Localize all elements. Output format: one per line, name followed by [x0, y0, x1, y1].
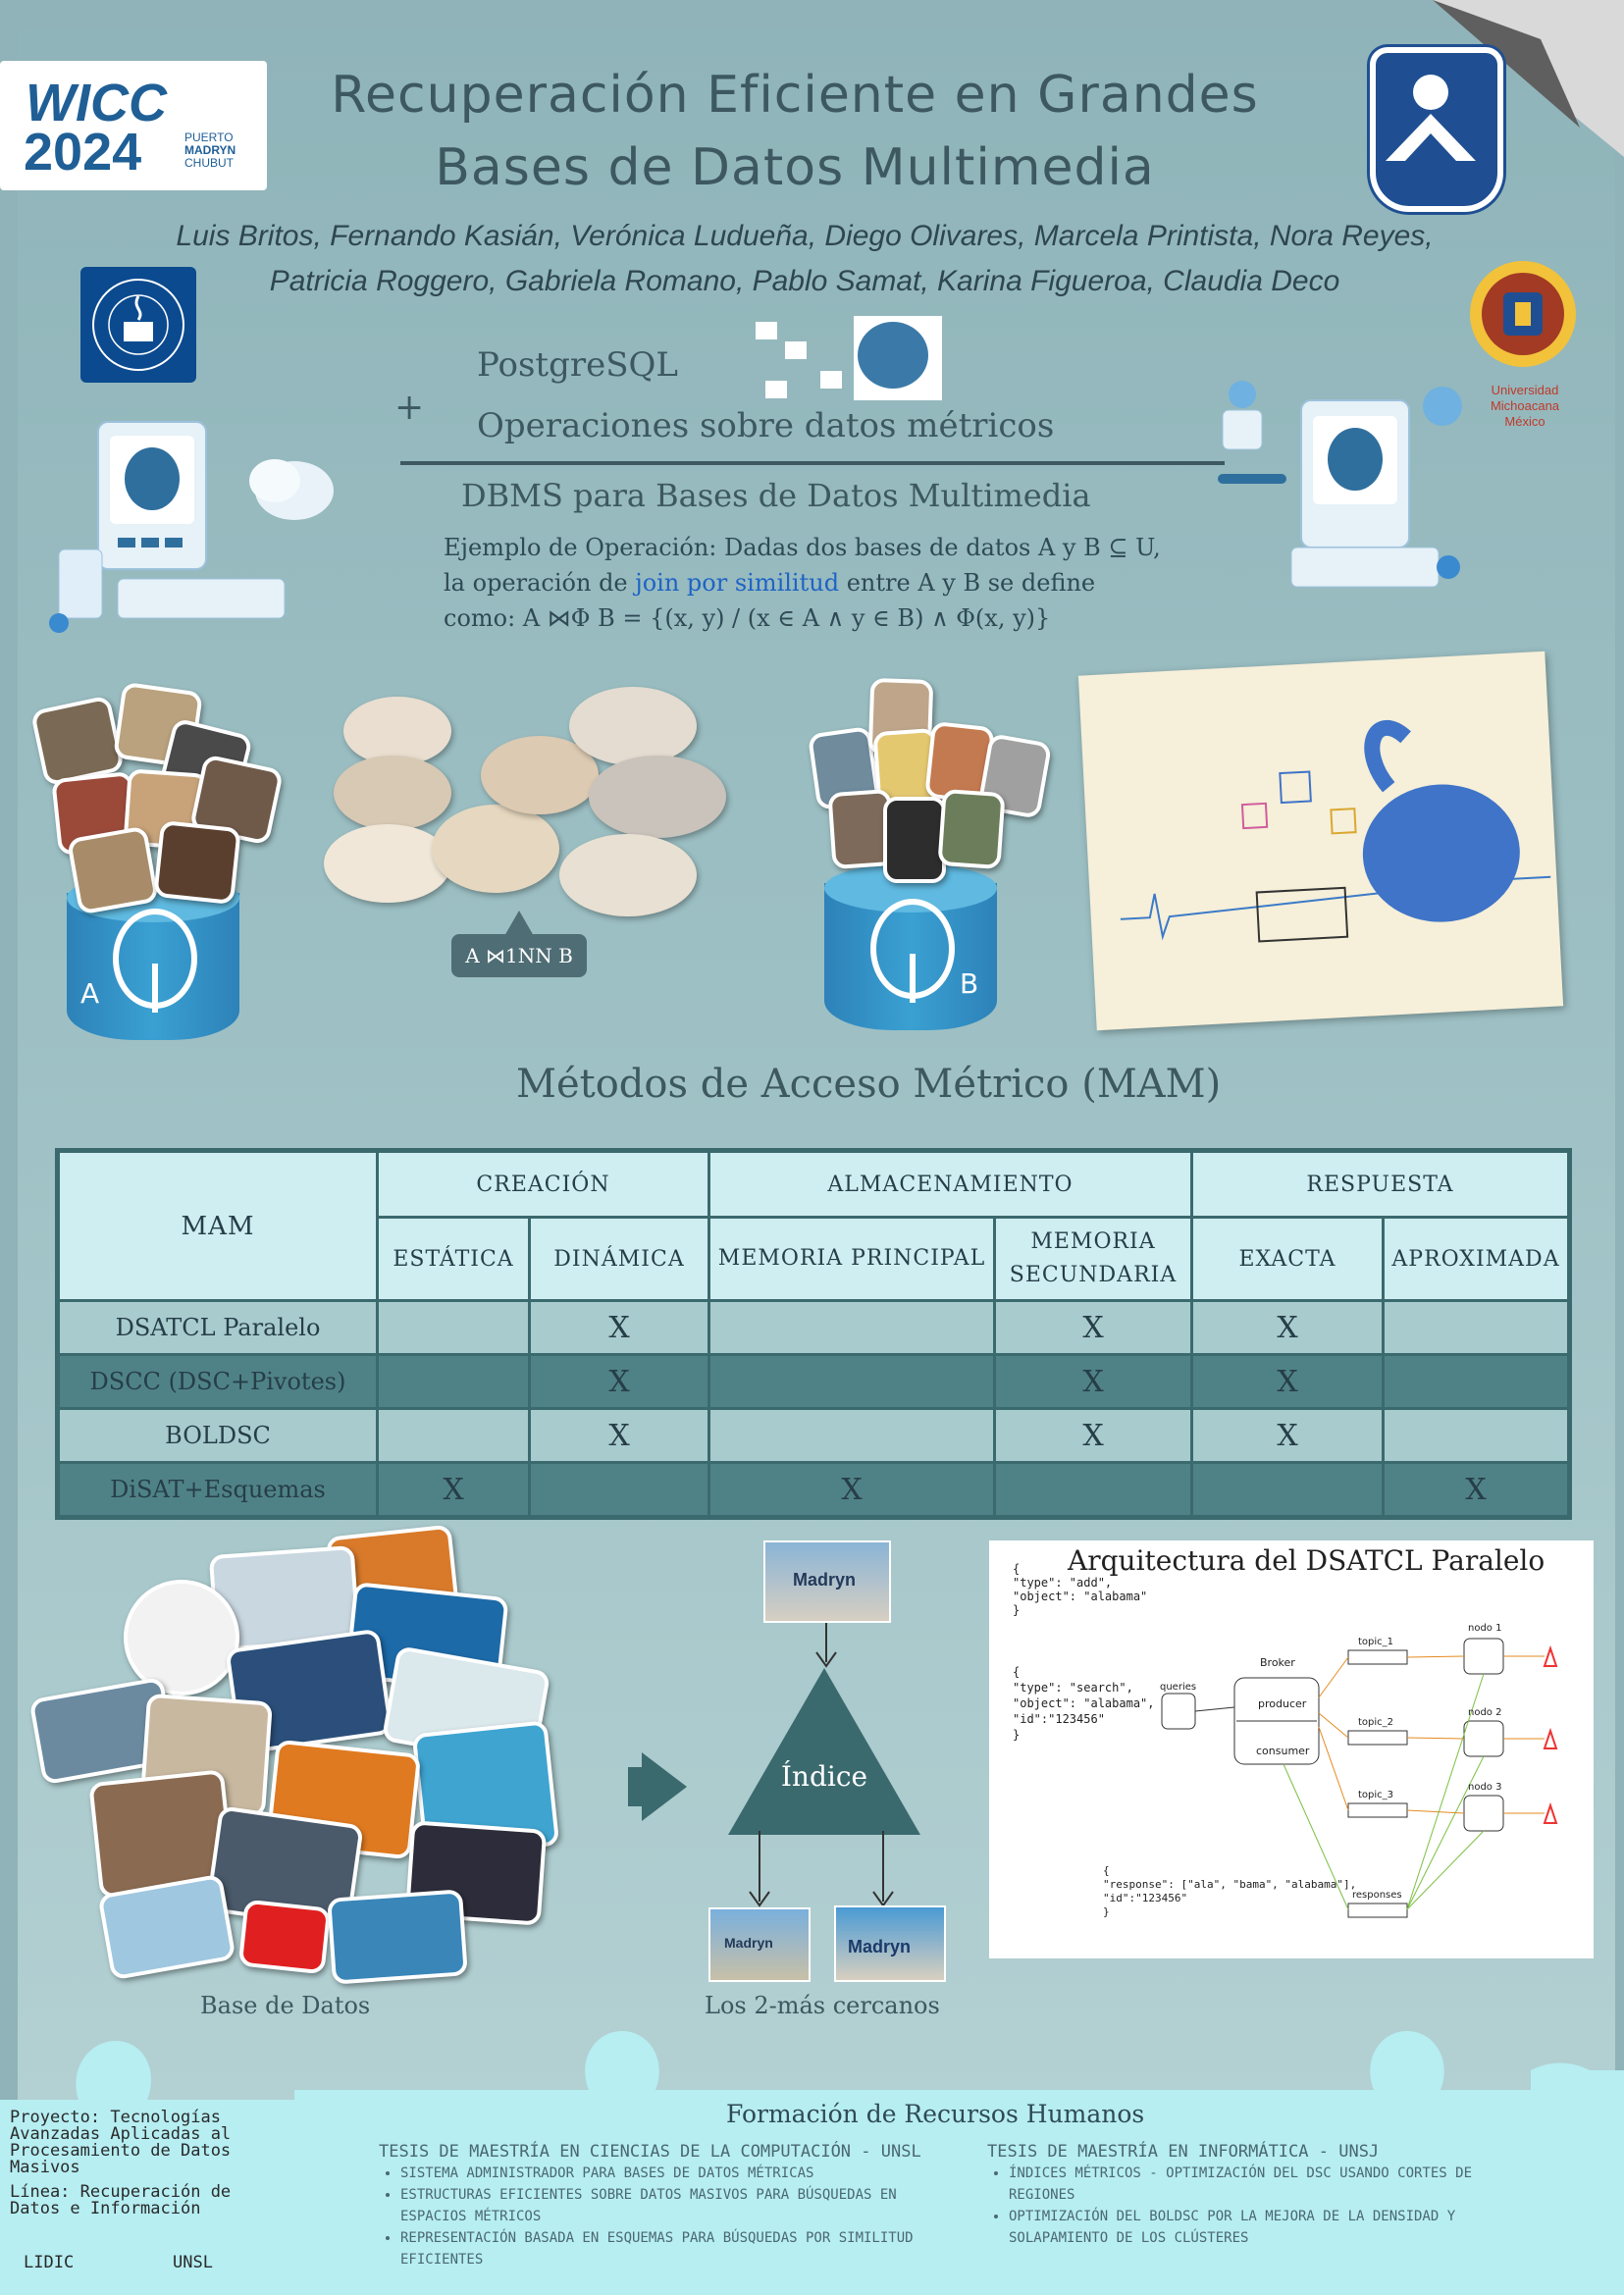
rrhh-title: Formación de Recursos Humanos: [726, 2100, 1145, 2128]
json-line: {: [1013, 1665, 1021, 1679]
table-cell: X: [995, 1409, 1192, 1463]
table-cell: X: [1192, 1409, 1384, 1463]
wicc-logo-name: WICC: [26, 74, 167, 132]
database-computer-illustration: [39, 402, 334, 648]
umich-seal: [1466, 257, 1580, 375]
sum-rule: [400, 461, 1225, 465]
json-line: {: [1103, 1864, 1110, 1877]
table-cell: X: [1384, 1463, 1570, 1518]
title-line-1: Recuperación Eficiente en Grandes: [331, 66, 1259, 125]
unr-seal-graphic: [80, 267, 196, 383]
json-line: "object": "alabama": [1013, 1590, 1148, 1603]
list-item: • ESTRUCTURAS EFICIENTES SOBRE DATOS MASIVOS PARA BÚSQUEDAS EN ESPACIOS MÉTRICOS: [400, 2184, 968, 2227]
rrhh-left-heading: TESIS DE MAESTRÍA EN CIENCIAS DE LA COMPUTACIÓN - UNSL: [379, 2142, 921, 2162]
arrow-down-icon: [871, 1831, 895, 1909]
support-computer-illustration: [1203, 371, 1488, 616]
architecture-title: Arquitectura del DSATCL Paralelo: [1068, 1544, 1545, 1577]
rrhh-left-list: [379, 2163, 968, 2270]
example-line-2: [444, 565, 1209, 600]
json-line: }: [1103, 1905, 1110, 1918]
list-item: • OPTIMIZACIÓN DEL BOLDSC POR LA MEJORA DE LA DENSIDAD Y SOLAPAMIENTO DE LOS CLÚSTERES: [1009, 2206, 1517, 2249]
research-line: Línea: Recuperación de Datos e Información: [10, 2182, 232, 2218]
project-info: [10, 2110, 236, 2217]
photo-tile: [238, 1900, 332, 1975]
pair-bubble: [569, 687, 697, 765]
umich-name-2: Michoacana: [1490, 398, 1560, 413]
mam-header-name: MAM: [58, 1151, 378, 1301]
responses-label: responses: [1352, 1890, 1402, 1901]
json-line: }: [1013, 1603, 1021, 1617]
json-line: }: [1013, 1728, 1021, 1742]
list-item: • REPRESENTACIÓN BASADA EN ESQUEMAS PARA BÚSQUEDAS POR SIMILITUD EFICIENTES: [400, 2227, 968, 2270]
pair-bubble: [334, 756, 451, 830]
subcol-dinamica: DINÁMICA: [530, 1218, 709, 1301]
table-cell: [378, 1409, 530, 1463]
nearest-caption: Los 2-más cercanos: [705, 1992, 940, 2019]
plus-sign: +: [394, 388, 425, 428]
table-cell: [530, 1463, 709, 1518]
table-cell: [378, 1355, 530, 1409]
topic-label: topic_3: [1358, 1790, 1394, 1800]
operations-label: Operaciones sobre datos métricos: [477, 406, 1055, 445]
title-line-2: Bases de Datos Multimedia: [435, 138, 1155, 197]
authors-line-2: Patricia Roggero, Gabriela Romano, Pablo Samat, Karina Figueroa, Claudia Deco: [269, 265, 1340, 297]
table-cell: X: [1192, 1301, 1384, 1355]
broker-label: Broker: [1260, 1656, 1295, 1669]
index-label: Índice: [780, 1760, 868, 1793]
rrhh-right-list: [987, 2163, 1517, 2249]
wicc-logo: [0, 61, 267, 190]
node-label: nodo 1: [1468, 1623, 1502, 1634]
image-tile: [67, 825, 159, 914]
table-cell: X: [530, 1301, 709, 1355]
row-name: DSATCL Paralelo: [58, 1301, 378, 1355]
node-label: nodo 2: [1468, 1707, 1502, 1718]
json-line: "type": "search",: [1013, 1681, 1133, 1695]
photo-tile: [327, 1889, 468, 1984]
table-cell: [378, 1301, 530, 1355]
table-row: [58, 1409, 1570, 1463]
example-line-2-c: entre A y B se define: [839, 569, 1096, 597]
result-image-1-text: Madryn: [724, 1935, 773, 1951]
database-caption: Base de Datos: [200, 1992, 371, 2019]
label-a: A: [80, 977, 100, 1010]
rrhh-right: [987, 2141, 1517, 2249]
json-line: "object": "alabama",: [1013, 1696, 1155, 1710]
node-label: nodo 3: [1468, 1782, 1502, 1793]
table-row: [58, 1463, 1570, 1518]
image-tile: [937, 789, 1005, 869]
postgres-elephant-icon: [106, 905, 204, 1022]
join-result-cluster: [324, 687, 736, 922]
table-cell: X: [1192, 1355, 1384, 1409]
unr-seal: [80, 267, 196, 383]
example-line-2-a: la operación de: [444, 569, 636, 597]
arrow-down-icon: [814, 1623, 838, 1668]
pair-bubble: [432, 805, 559, 893]
umich-name-1: Universidad: [1491, 383, 1559, 397]
join-label-pointer: [504, 911, 534, 936]
table-row: [58, 1355, 1570, 1409]
json-line: "id":"123456": [1013, 1712, 1105, 1726]
table-cell: X: [530, 1355, 709, 1409]
table-cell: [1384, 1301, 1570, 1355]
example-text: [444, 530, 1209, 636]
mam-title: Métodos de Acceso Métrico (MAM): [516, 1062, 1222, 1107]
json-line: "id":"123456": [1103, 1892, 1188, 1904]
poster-title: [236, 59, 1354, 204]
row-name: DiSAT+Esquemas: [58, 1463, 378, 1518]
rrhh-left: [379, 2141, 968, 2270]
umich-name: [1472, 383, 1578, 430]
umich-name-3: México: [1504, 414, 1545, 429]
umich-seal-graphic: [1466, 257, 1580, 375]
pair-bubble: [559, 834, 697, 916]
pair-bubble: [589, 756, 726, 838]
table-cell: [709, 1409, 995, 1463]
row-name: BOLDSC: [58, 1409, 378, 1463]
subcol-aproximada: APROXIMADA: [1384, 1218, 1570, 1301]
example-line-1: Ejemplo de Operación: Dadas dos bases de datos A y B ⊆ U,: [444, 534, 1161, 561]
wicc-logo-year: 2024: [24, 123, 142, 182]
arrow-right-icon: [628, 1752, 687, 1821]
query-image-text: Madryn: [793, 1570, 857, 1590]
subcol-memoria-secundaria: MEMORIA SECUNDARIA: [995, 1218, 1192, 1301]
table-cell: [1384, 1409, 1570, 1463]
image-tile: [153, 820, 241, 905]
example-line-3: como: A ⋈Φ B = {(x, y) / (x ∈ A ∧ y ∈ B) ∧ Φ(x, y)}: [444, 604, 1051, 632]
group-creacion: CREACIÓN: [378, 1151, 709, 1218]
table-cell: [709, 1301, 995, 1355]
result-image-1: [708, 1907, 811, 1982]
producer-label: producer: [1258, 1697, 1307, 1710]
dbms-label: DBMS para Bases de Datos Multimedia: [461, 477, 1091, 514]
group-respuesta: RESPUESTA: [1192, 1151, 1570, 1218]
table-row: [58, 1301, 1570, 1355]
postgresql-label: PostgreSQL: [477, 345, 678, 385]
topic-label: topic_1: [1358, 1637, 1394, 1647]
puzzle-elephant-icon: [746, 312, 952, 410]
result-image-2-text: Madryn: [848, 1937, 912, 1956]
photo-collage: [35, 1531, 585, 1982]
result-image-2: [834, 1905, 946, 1982]
unsl-seal: [1370, 47, 1503, 212]
table-cell: [1384, 1355, 1570, 1409]
wicc-place-1: PUERTO: [184, 130, 234, 144]
json-line: {: [1013, 1562, 1021, 1576]
json-line: "type": "add",: [1013, 1576, 1113, 1590]
list-item: • SISTEMA ADMINISTRADOR PARA BASES DE DATOS MÉTRICAS: [400, 2163, 968, 2184]
table-cell: [995, 1463, 1192, 1518]
postgres-elephant-icon: [864, 895, 962, 1013]
table-cell: [709, 1355, 995, 1409]
rrhh-right-heading: TESIS DE MAESTRÍA EN INFORMÁTICA - UNSJ: [987, 2142, 1380, 2162]
table-cell: X: [709, 1463, 995, 1518]
group-almacenamiento: ALMACENAMIENTO: [709, 1151, 1192, 1218]
consumer-label: consumer: [1256, 1745, 1310, 1757]
query-image: [763, 1540, 891, 1623]
subcol-memoria-principal: MEMORIA PRINCIPAL: [709, 1218, 995, 1301]
arrow-down-icon: [748, 1831, 771, 1909]
image-tile: [883, 797, 946, 883]
authors: [98, 214, 1511, 304]
project-line: Proyecto: Tecnologías Avanzadas Aplicadas al Procesamiento de Datos Masivos: [10, 2108, 232, 2177]
table-cell: X: [995, 1301, 1192, 1355]
authors-line-1: Luis Britos, Fernando Kasián, Verónica Ludueña, Diego Olivares, Marcela Printista, Nora Reyes,: [176, 220, 1434, 252]
wicc-logo-place: [184, 131, 236, 170]
label-b: B: [960, 967, 979, 1000]
pair-bubble: [324, 824, 451, 903]
join-similarity-term: join por similitud: [635, 569, 840, 597]
subcol-exacta: EXACTA: [1192, 1218, 1384, 1301]
topic-label: topic_2: [1358, 1717, 1394, 1728]
architecture-diagram: [989, 1540, 1594, 1958]
table-cell: X: [995, 1355, 1192, 1409]
elephant-sketch-graphic: [1078, 652, 1563, 1030]
lidic-label: LIDIC: [24, 2253, 75, 2272]
wicc-place-2: MADRYN: [184, 143, 236, 157]
elephant-laptop-sketch: [1078, 652, 1563, 1030]
list-item: • ÍNDICES MÉTRICOS - OPTIMIZACIÓN DEL DSC USANDO CORTES DE REGIONES: [1009, 2163, 1517, 2206]
row-name: DSCC (DSC+Pivotes): [58, 1355, 378, 1409]
join-label: A ⋈1NN B: [451, 934, 587, 977]
json-line: "response": ["ala", "bama", "alabama"],: [1103, 1878, 1357, 1891]
queries-label: queries: [1160, 1682, 1197, 1693]
wicc-place-3: CHUBUT: [184, 156, 234, 170]
table-cell: X: [530, 1409, 709, 1463]
unsl-label: UNSL: [173, 2253, 213, 2272]
table-cell: X: [378, 1463, 530, 1518]
mam-table: [55, 1148, 1572, 1520]
mountain-sun-icon: [1376, 53, 1486, 194]
subcol-estatica: ESTÁTICA: [378, 1218, 530, 1301]
table-cell: [1192, 1463, 1384, 1518]
index-triangle: [728, 1668, 920, 1835]
